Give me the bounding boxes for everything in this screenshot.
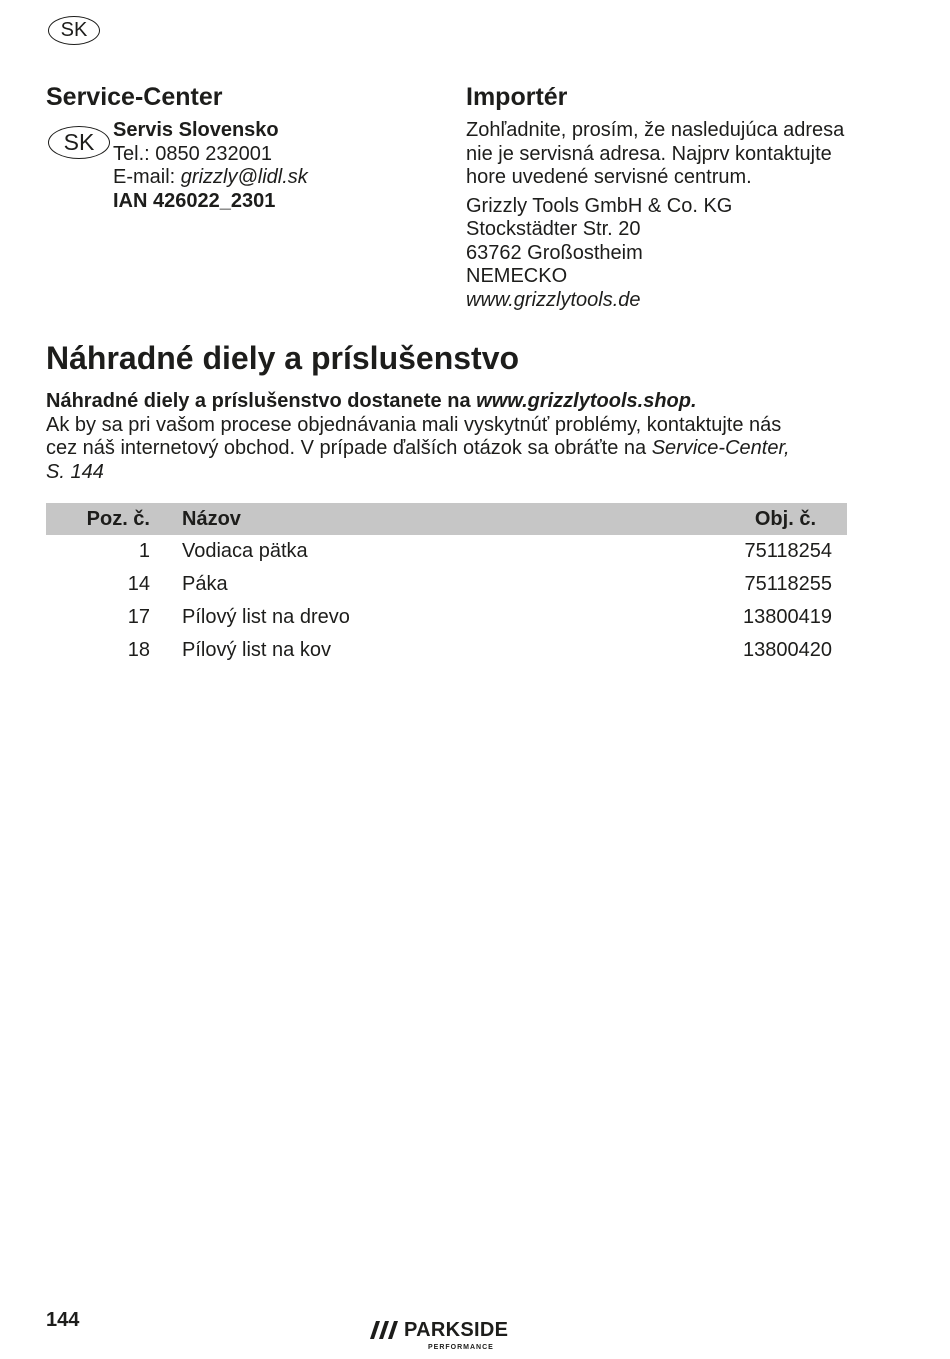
service-email: grizzly@lidl.sk xyxy=(180,166,308,188)
col-header-position: Poz. č. xyxy=(46,503,150,535)
cell-order-no: 75118254 xyxy=(744,540,832,562)
page-number: 144 xyxy=(46,1309,80,1331)
service-center-heading: Service-Center xyxy=(46,83,223,111)
cell-position: 14 xyxy=(127,573,150,595)
service-phone: Tel.: 0850 232001 xyxy=(113,142,273,165)
importer-city: 63762 Großostheim xyxy=(466,241,643,264)
cell-position: 18 xyxy=(127,639,150,661)
parts-table xyxy=(46,503,847,667)
cell-order-no: 13800420 xyxy=(743,639,832,661)
parts-title: Náhradné diely a príslušenstvo xyxy=(46,340,520,376)
parts-lead-text: Náhradné diely a príslušenstvo dostanete na xyxy=(46,390,477,412)
table-header-row xyxy=(46,503,847,535)
col-header-name: Názov xyxy=(150,503,616,535)
language-badge: SK xyxy=(48,16,100,45)
shop-link: www.grizzlytools.shop. xyxy=(476,390,697,412)
parts-lead xyxy=(46,390,846,414)
table-row xyxy=(46,634,847,667)
service-email-line xyxy=(113,166,308,190)
cell-order-no: 75118255 xyxy=(744,573,832,595)
service-name: Servis Slovensko xyxy=(113,119,279,141)
importer-note-line: nie je servisná adresa. Najprv kontaktujte xyxy=(466,142,832,165)
table-row xyxy=(46,535,847,568)
importer-note-line: hore uvedené servisné centrum. xyxy=(466,166,752,188)
ian-number: IAN 426022_2301 xyxy=(113,189,276,212)
service-center-ref: Service-Center, xyxy=(651,437,790,459)
parts-intro xyxy=(46,390,846,484)
cell-name: Pílový list na kov xyxy=(182,639,331,661)
cell-position: 17 xyxy=(127,606,150,628)
cell-name: Pílový list na drevo xyxy=(182,606,350,628)
importer-street: Stockstädter Str. 20 xyxy=(466,218,641,240)
cell-name: Páka xyxy=(182,573,228,595)
parts-text-line: Ak by sa pri vašom procese objednávania mali vyskytnúť problémy, kontaktujte nás xyxy=(46,413,782,436)
brand-slashes-icon xyxy=(370,1321,400,1339)
importer-section xyxy=(466,82,906,312)
brand-name: PARKSIDE xyxy=(404,1319,509,1341)
cell-order-no: 13800419 xyxy=(743,606,832,628)
brand-logo xyxy=(370,1318,530,1356)
table-row xyxy=(46,568,847,601)
col-header-order-no: Obj. č. xyxy=(616,503,847,535)
email-label: E-mail: xyxy=(113,166,181,188)
importer-country: NEMECKO xyxy=(466,265,568,287)
importer-heading: Importér xyxy=(466,83,568,111)
parts-text-line xyxy=(46,437,846,461)
service-center-section xyxy=(46,82,446,212)
table-row xyxy=(46,601,847,634)
page-ref: S. 144 xyxy=(46,460,104,483)
importer-company: Grizzly Tools GmbH & Co. KG xyxy=(466,194,733,217)
cell-position: 1 xyxy=(138,540,150,562)
parts-text: cez náš internetový obchod. V prípade ďalších otázok sa obráťte na xyxy=(46,437,652,459)
cell-name: Vodiaca pätka xyxy=(182,540,308,562)
service-center-contact xyxy=(113,119,308,213)
importer-website: www.grizzlytools.de xyxy=(466,288,641,311)
brand-subtitle: PERFORMANCE xyxy=(428,1344,494,1351)
importer-note-line: Zohľadnite, prosím, že nasledujúca adresa xyxy=(466,119,845,141)
country-badge: SK xyxy=(48,126,110,159)
